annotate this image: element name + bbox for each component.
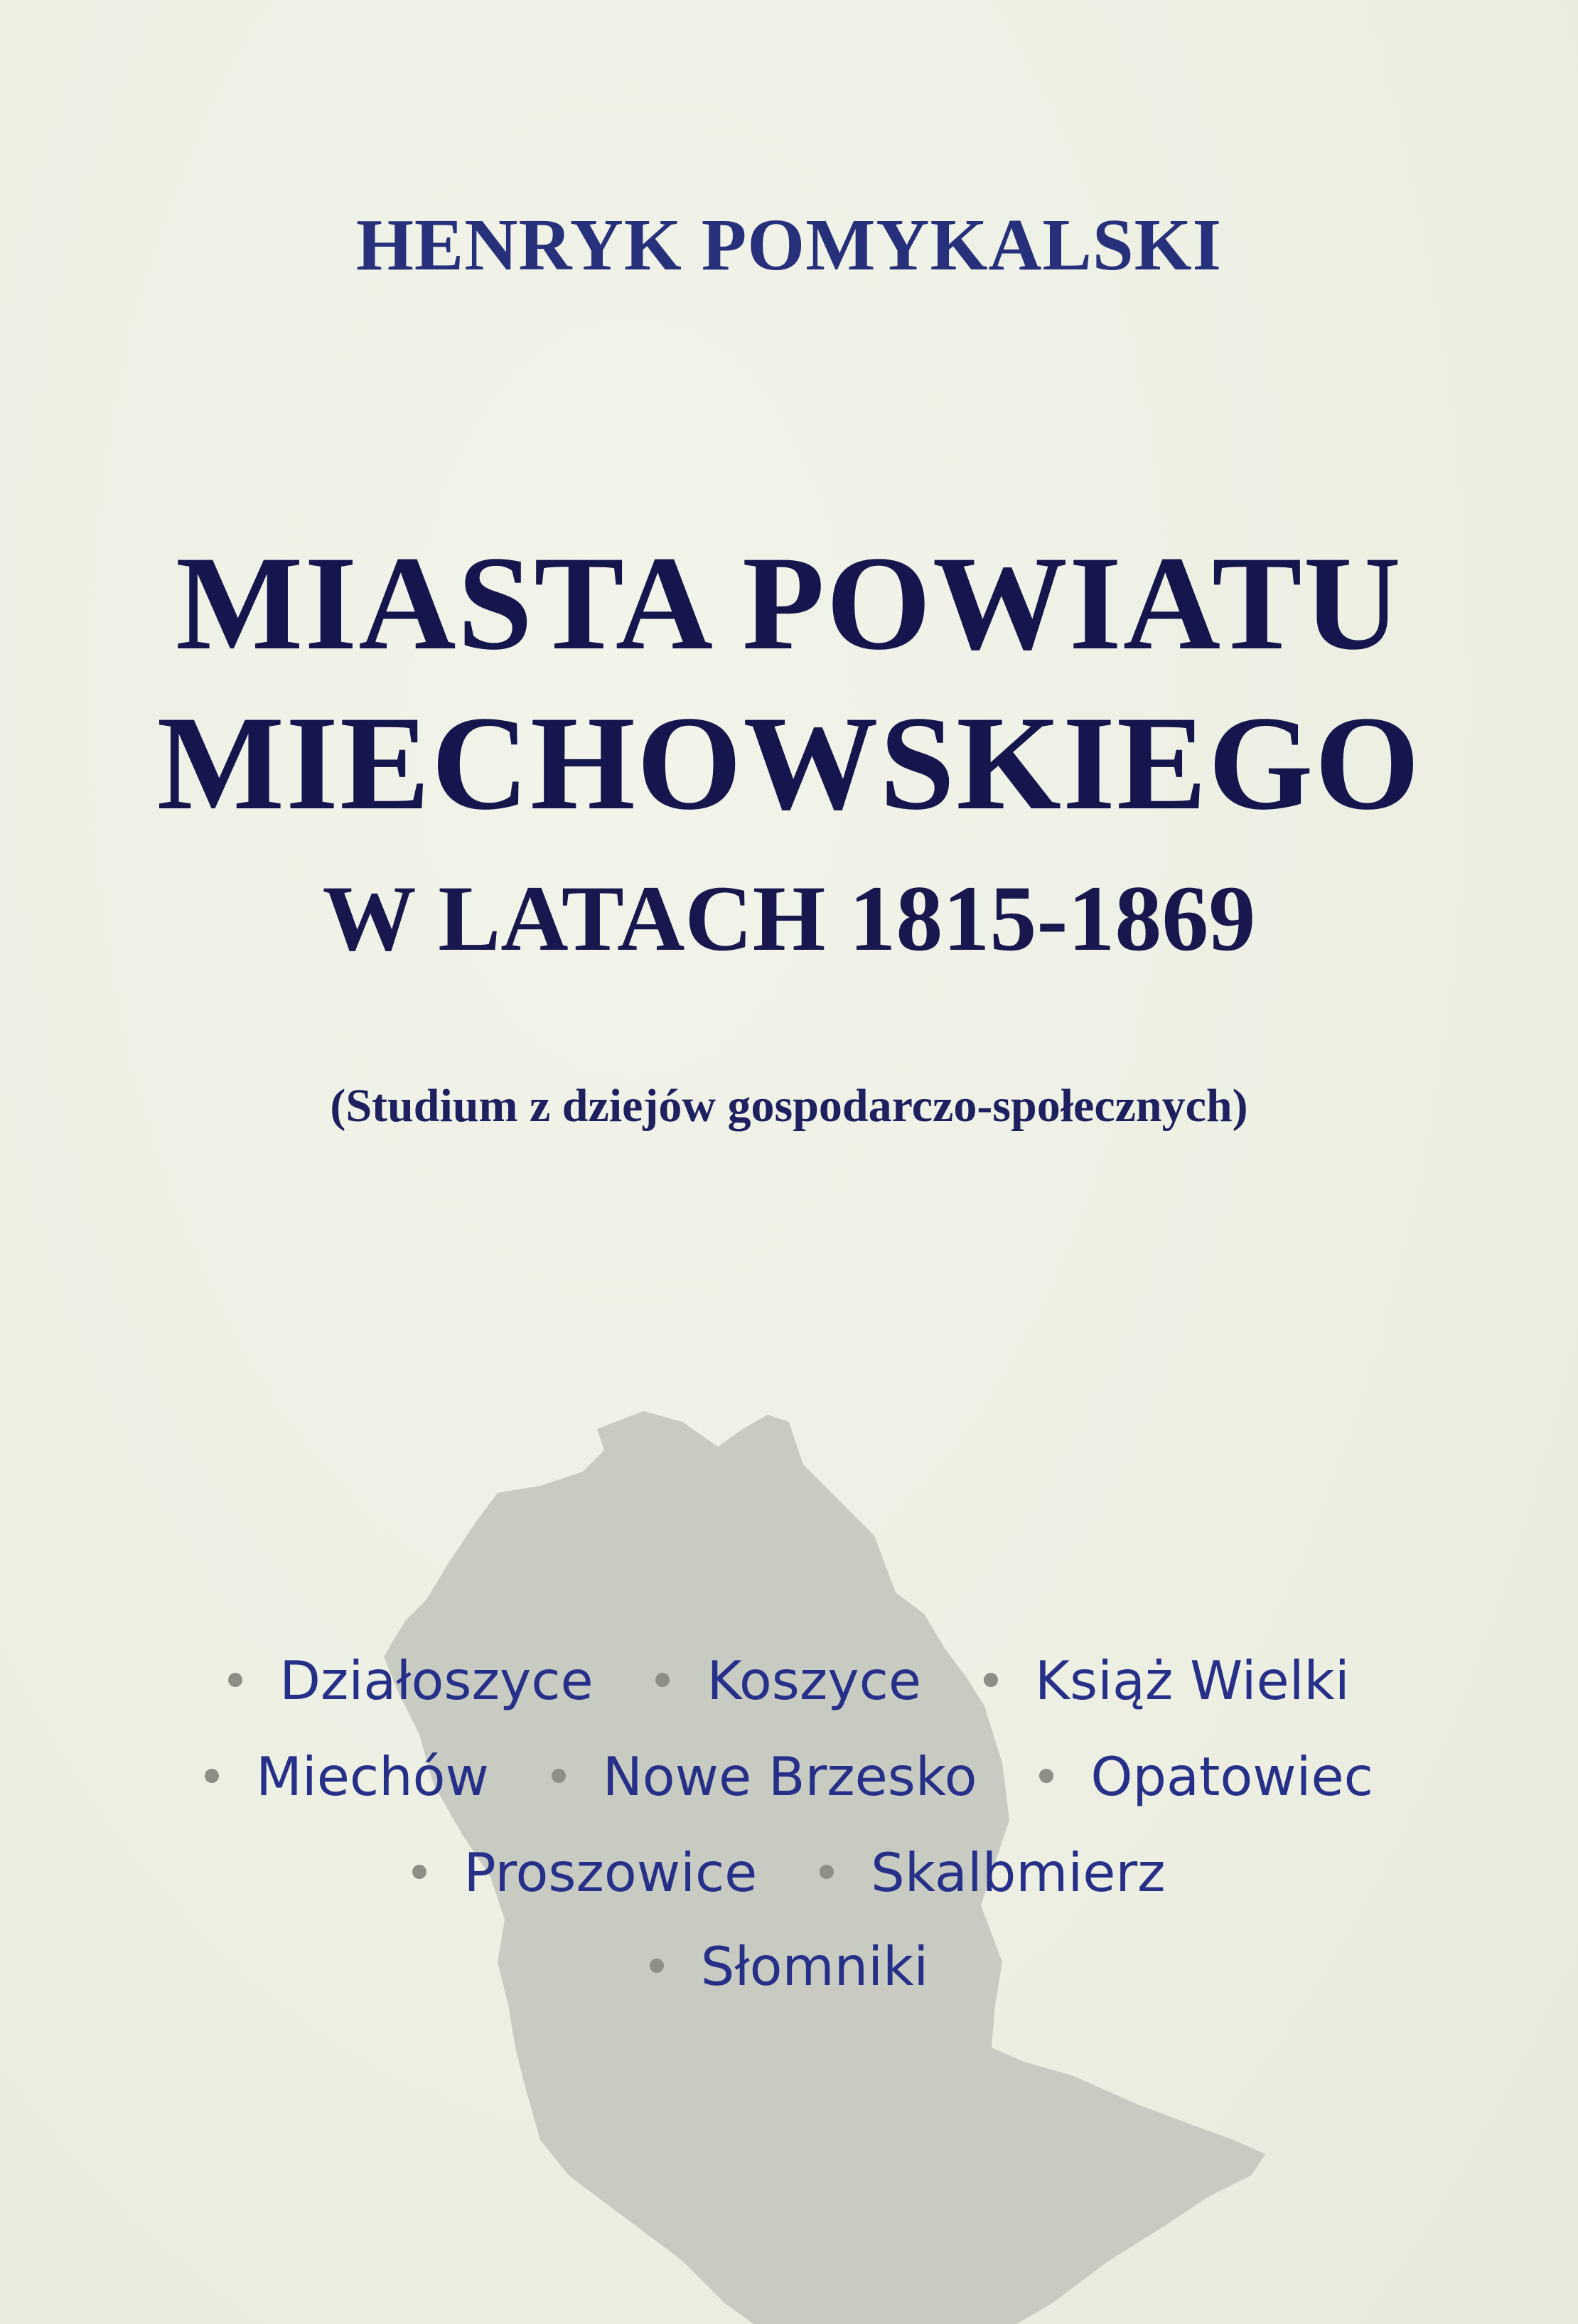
bullet-dot-icon: [205, 1769, 219, 1783]
town-name: Skalbmierz: [871, 1841, 1166, 1904]
bullet-dot-icon: [650, 1959, 664, 1973]
book-title-line-2: MIECHOWSKIEGO: [156, 689, 1422, 838]
bullet-dot-icon: [984, 1673, 998, 1687]
town-item: [205, 1745, 489, 1808]
book-subtitle: W LATACH 1815-1869: [322, 866, 1256, 970]
town-item: [1039, 1745, 1373, 1808]
town-item: [984, 1649, 1350, 1712]
town-name: Nowe Brzesko: [602, 1745, 977, 1808]
town-item: [650, 1935, 929, 1998]
bullet-dot-icon: [228, 1673, 242, 1687]
town-item: [228, 1649, 593, 1712]
towns-row-1: [0, 1649, 1578, 1712]
bullet-dot-icon: [412, 1865, 426, 1879]
town-name: Opatowiec: [1090, 1745, 1373, 1808]
town-name: Miechów: [256, 1745, 489, 1808]
bullet-dot-icon: [1039, 1769, 1053, 1783]
bullet-dot-icon: [820, 1865, 834, 1879]
town-name: Koszyce: [707, 1649, 921, 1712]
book-title-line-1: MIASTA POWIATU: [176, 529, 1402, 678]
towns-row-4: [0, 1935, 1578, 1998]
town-item: [820, 1841, 1165, 1904]
town-name: Słomniki: [700, 1935, 929, 1998]
bullet-dot-icon: [655, 1673, 670, 1687]
town-item: [552, 1745, 977, 1808]
towns-row-3: [0, 1841, 1578, 1904]
study-description: (Studium z dziejów gospodarczo-społecznych): [330, 1080, 1248, 1132]
town-item: [412, 1841, 757, 1904]
town-name: Książ Wielki: [1034, 1649, 1350, 1712]
bullet-dot-icon: [552, 1769, 566, 1783]
towns-row-2: [0, 1745, 1578, 1808]
town-name: Proszowice: [463, 1841, 758, 1904]
author-name: HENRYK POMYKALSKI: [355, 204, 1223, 286]
town-item: [655, 1649, 921, 1712]
town-name: Działoszyce: [279, 1649, 594, 1712]
